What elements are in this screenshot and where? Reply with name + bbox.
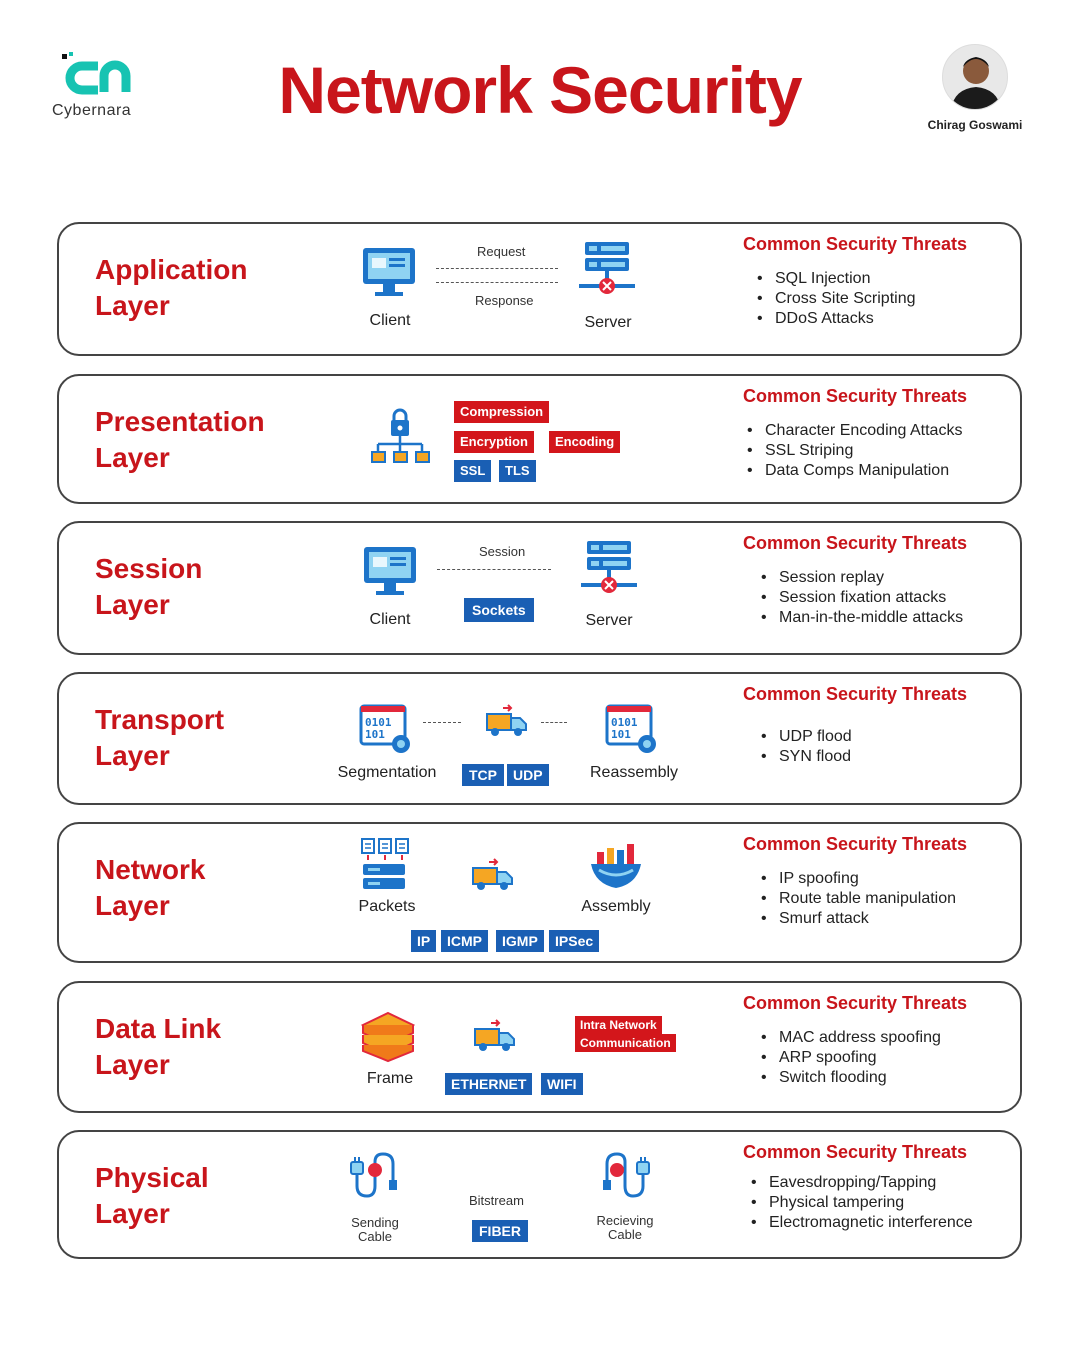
frame-stack-icon (361, 1011, 415, 1063)
threats-heading: Common Security Threats (743, 386, 968, 406)
threats-heading: Common Security Threats (743, 834, 968, 854)
threats-list (743, 1142, 973, 1233)
frame-label: Frame (366, 1070, 414, 1087)
threat-item: • Data Comps Manipulation (747, 461, 967, 481)
communication-tag: Communication (575, 1034, 676, 1052)
server-icon (577, 240, 637, 300)
client-monitor-icon (362, 545, 418, 597)
threats-list (743, 684, 967, 767)
ethernet-tag: ETHERNET (445, 1073, 532, 1095)
threat-item: • ARP spoofing (761, 1048, 967, 1068)
server-icon (579, 539, 639, 599)
intra-network-tag: Intra Network (575, 1016, 662, 1034)
svg-text:0101: 0101 (611, 716, 638, 729)
threat-item: • IP spoofing (761, 869, 967, 889)
network-layer-card (57, 822, 1022, 963)
threat-item: • SSL Striping (747, 441, 967, 461)
receiving-cable-label: Recieving Cable (596, 1213, 654, 1242)
page-title: Network Security (278, 53, 802, 127)
segmentation-label: Segmentation (337, 764, 437, 781)
tls-tag: TLS (499, 460, 536, 482)
segmentation-binary-icon (359, 704, 413, 754)
wifi-tag: WIFI (541, 1073, 583, 1095)
layer-title: Presentation Layer (95, 406, 265, 473)
tcp-tag: TCP (462, 764, 504, 786)
encryption-tag: Encryption (454, 431, 534, 453)
threats-heading: Common Security Threats (743, 533, 968, 553)
layer-title: Physical Layer (95, 1162, 209, 1229)
threat-item: • Smurf attack (761, 909, 967, 929)
server-label: Server (584, 314, 632, 331)
threat-item: • Electromagnetic interference (751, 1213, 973, 1233)
ip-tag: IP (411, 930, 436, 952)
transport-layer-card (57, 672, 1022, 805)
svg-text:101: 101 (611, 728, 631, 741)
svg-text:0101: 0101 (365, 716, 392, 729)
threat-item: • Session replay (761, 568, 967, 588)
client-label: Client (369, 312, 411, 329)
session-layer-card (57, 521, 1022, 655)
svg-text:101: 101 (365, 728, 385, 741)
threat-item: • Switch flooding (761, 1068, 967, 1088)
author-name: Chirag Goswami (927, 118, 1023, 132)
sockets-tag: Sockets (464, 598, 534, 622)
encryption-hierarchy-icon (369, 408, 431, 466)
avatar (942, 44, 1008, 110)
application-layer-card (57, 222, 1022, 356)
threat-item: • Man-in-the-middle attacks (761, 608, 967, 628)
physical-layer-card (57, 1130, 1022, 1259)
packets-icon (359, 836, 413, 894)
threats-heading: Common Security Threats (743, 684, 968, 704)
response-arrow (436, 282, 558, 283)
data-link-layer-card (57, 981, 1022, 1113)
sending-cable-label: Sending Cable (351, 1215, 399, 1244)
reassembly-binary-icon (605, 704, 659, 754)
threats-heading: Common Security Threats (743, 1142, 968, 1162)
threats-list (743, 533, 967, 628)
assembly-label: Assembly (581, 898, 651, 915)
fiber-tag: FIBER (472, 1220, 528, 1242)
layer-title: Network Layer (95, 854, 206, 921)
threats-list (743, 234, 967, 329)
threats-heading: Common Security Threats (743, 993, 968, 1013)
receiving-cable-icon (597, 1150, 653, 1202)
delivery-truck-icon (471, 858, 515, 892)
ssl-tag: SSL (454, 460, 491, 482)
threat-item: • UDP flood (761, 727, 967, 747)
client-label: Client (369, 611, 411, 628)
layer-title: Data Link Layer (95, 1013, 222, 1080)
threat-item: • Route table manipulation (761, 889, 967, 909)
threats-heading: Common Security Threats (743, 234, 968, 254)
threat-item: • Session fixation attacks (761, 588, 967, 608)
threat-item: • MAC address spoofing (761, 1028, 967, 1048)
threats-list (743, 993, 967, 1088)
layer-title: Transport Layer (95, 704, 225, 771)
presentation-layer-card (57, 374, 1022, 504)
threats-list (743, 834, 967, 929)
threat-item: • DDoS Attacks (757, 309, 967, 329)
threat-item: • SQL Injection (757, 269, 967, 289)
sending-cable-icon (347, 1150, 403, 1202)
threat-item: • SYN flood (761, 747, 967, 767)
threat-item: • Cross Site Scripting (757, 289, 967, 309)
threat-item: • Eavesdropping/Tapping (751, 1173, 973, 1193)
threat-item: • Physical tampering (751, 1193, 973, 1213)
response-label: Response (475, 293, 534, 308)
session-arrow (437, 569, 551, 570)
udp-tag: UDP (507, 764, 549, 786)
request-arrow (436, 268, 558, 269)
delivery-truck-icon (473, 1019, 517, 1053)
session-label: Session (479, 544, 526, 559)
segment-flow-left (423, 722, 461, 723)
bitstream-label: Bitstream (469, 1193, 524, 1208)
packets-label: Packets (358, 898, 416, 915)
threats-list (743, 386, 967, 481)
compression-tag: Compression (454, 401, 549, 423)
igmp-tag: IGMP (496, 930, 544, 952)
icmp-tag: ICMP (441, 930, 488, 952)
delivery-truck-icon (485, 704, 529, 738)
reassembly-label: Reassembly (589, 764, 679, 781)
threat-item: • Character Encoding Attacks (747, 421, 967, 441)
brand-name: Cybernara (52, 102, 132, 119)
request-label: Request (477, 244, 526, 259)
ipsec-tag: IPSec (549, 930, 599, 952)
assembly-icon (589, 840, 643, 892)
author-block (915, 44, 1035, 132)
layer-title: Session Layer (95, 553, 203, 620)
server-label: Server (585, 612, 633, 629)
segment-flow-right (541, 722, 567, 723)
encoding-tag: Encoding (549, 431, 620, 453)
layer-title: Application Layer (95, 254, 248, 321)
client-monitor-icon (361, 246, 417, 298)
